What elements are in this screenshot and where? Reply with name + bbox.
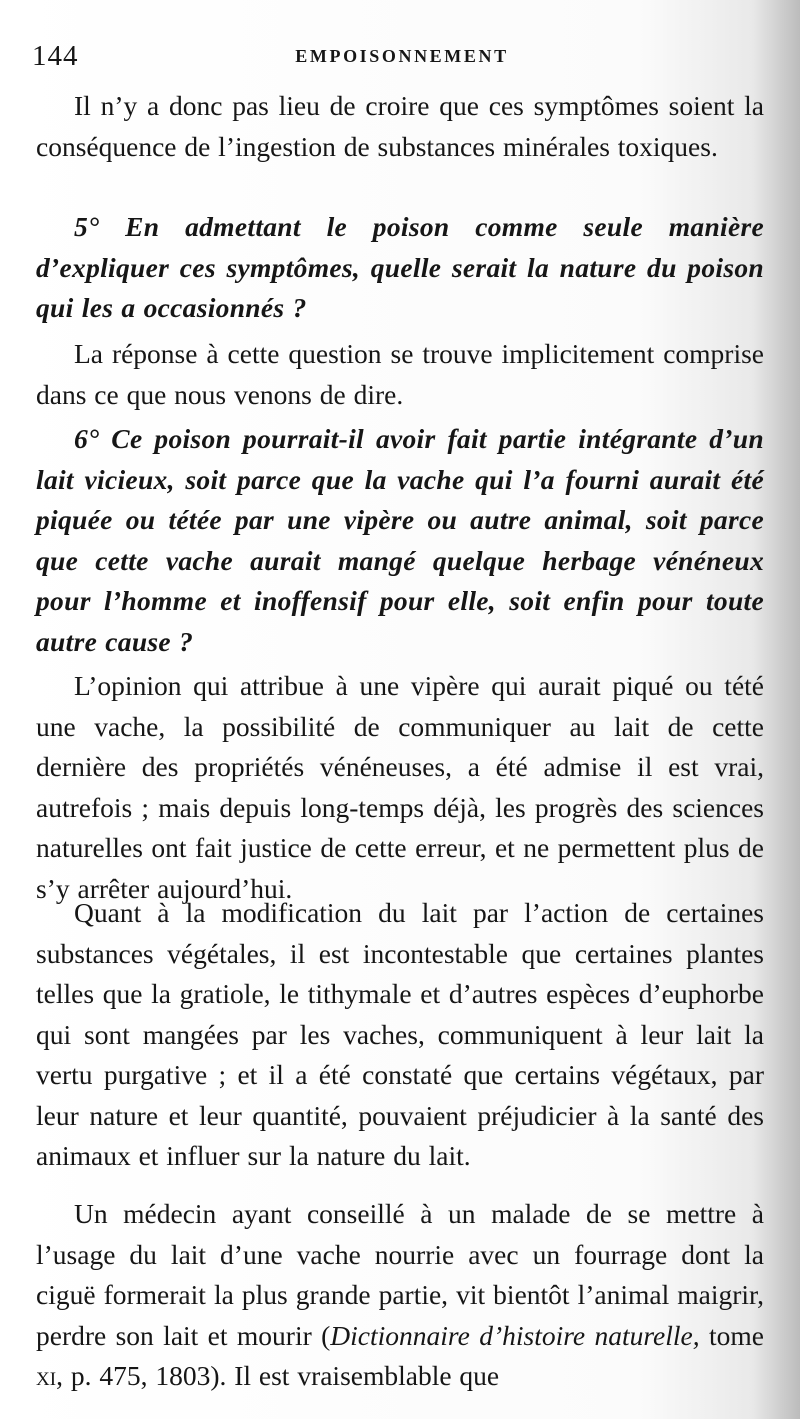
question-6: 6° Ce poison pourrait-il avoir fait partie intégrante d’un lait vicieux, soit parce que la vache qui l’a fourni aurait été piquée ou tétée par une vipère ou autre animal, soit parce que cette vache aurait mangé quelque herbage vénéneux pour l’homme et inoffensif pour elle, soit enfin pour toute autre cause ? bbox=[36, 423, 764, 657]
page-number: 144 bbox=[32, 40, 79, 72]
question-5: 5° En admettant le poison comme seule manière d’expliquer ces symptômes, quelle serait la nature du poison qui les a occasionnés ? bbox=[36, 211, 764, 323]
citation-volume: xi bbox=[36, 1360, 57, 1391]
paragraph-viper-opinion: L’opinion qui attribue à une vipère qui aurait piqué ou tété une vache, la possibilité de communiquer au lait de cette dernière des propriétés vénéneuses, a été admise il est vrai, autrefois ; mais depuis long-temps déjà, les progrès des sciences naturelles ont fait justice de cette erreur, et ne permettent plus de s’y arrêter aujourd’hui. bbox=[36, 670, 764, 904]
paragraph-plant-modification: Quant à la modification du lait par l’action de certaines substances végétales, il est incontestable que certaines plantes telles que la gratiole, le tithymale et d’autres espèces d’euphorbe qui sont mangées par les vaches, communiquent à leur lait la vertu purgative ; et il a été constaté que certains végétaux, par leur nature et leur quantité, pouvaient préjudicier à la santé des animaux et influer sur la nature du lait. bbox=[36, 897, 764, 1171]
paragraph-conclusion: Il n’y a donc pas lieu de croire que ces symptômes soient la conséquence de l’ingestion de substances minérales toxiques. bbox=[36, 90, 764, 162]
citation-end: , p. 475, 1803). Il est vraisemblable que bbox=[56, 1360, 500, 1391]
paragraph-hemlock-case bbox=[36, 1194, 764, 1397]
paragraph-hemlock-text: Un médecin ayant conseillé à un malade de se mettre à l’usage du lait d’une vache nourrie avec un fourrage dont la ciguë formerait la plus grande partie, vit bientôt l’animal maigrir, perdre son lait et mourir ( bbox=[36, 1198, 764, 1351]
running-head: EMPOISONNEMENT bbox=[295, 46, 509, 66]
citation-title: Dictionnaire d’histoire naturelle, bbox=[330, 1319, 700, 1351]
citation-tome: tome bbox=[699, 1319, 764, 1351]
paragraph-answer-5: La réponse à cette question se trouve implicitement comprise dans ce que nous venons de dire. bbox=[36, 338, 764, 410]
page-header bbox=[32, 40, 772, 72]
